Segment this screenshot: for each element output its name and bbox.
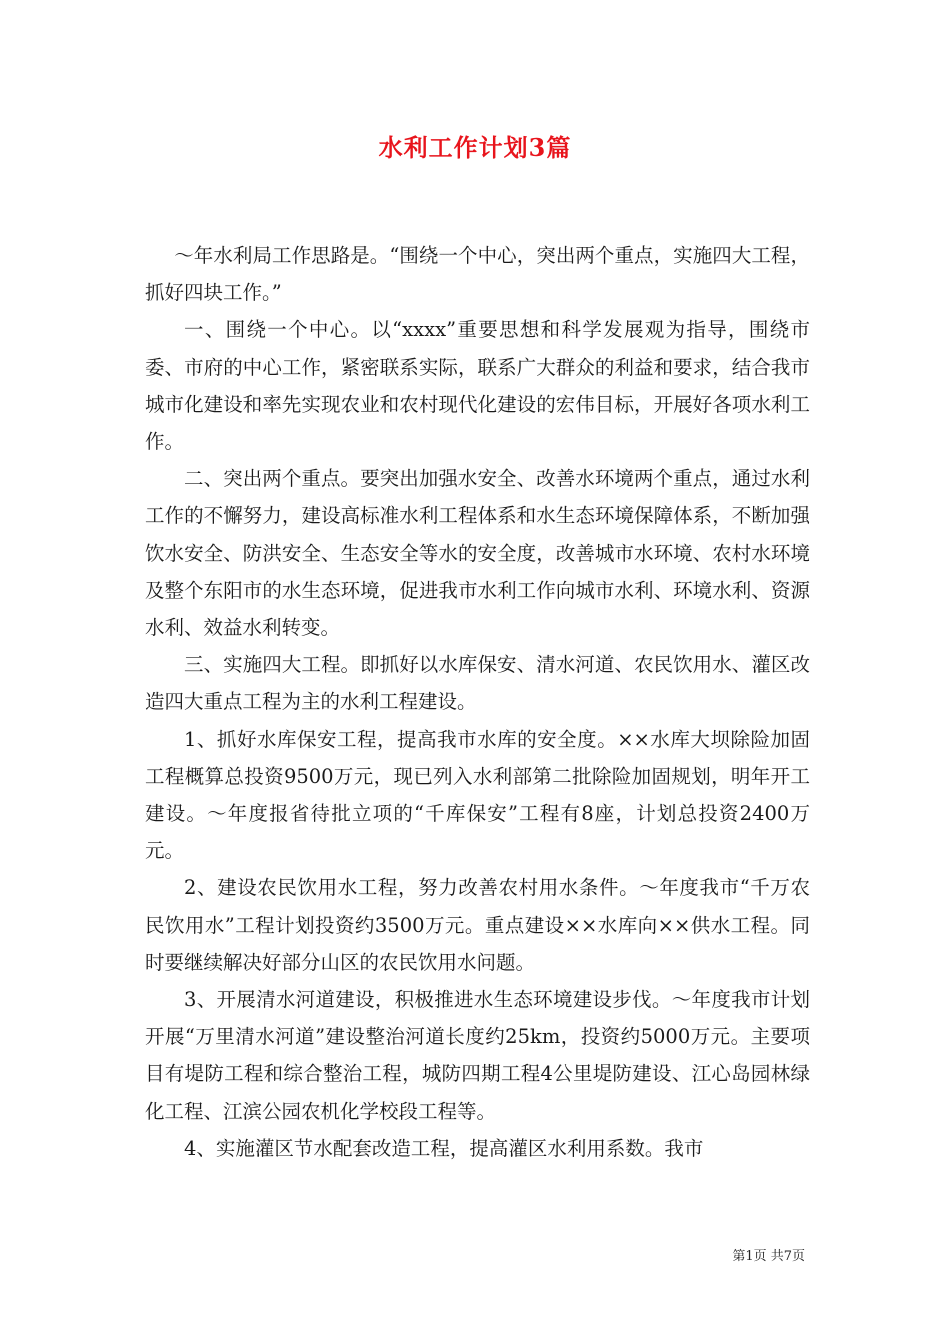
document-body <box>145 237 810 1167</box>
paragraph-item-4: 4、实施灌区节水配套改造工程，提高灌区水利用系数。我市 <box>184 1136 704 1160</box>
document-title: 水利工作计划3篇 <box>378 133 572 162</box>
paragraph-item-2: 2、建设农民饮用水工程，努力改善农村用水条件。～年度我市“千万农民饮用水”工程计划投资约3500万元。重点建设××水库向××供水工程。同时要继续解决好部分山区的农民饮用水问题。 <box>145 876 810 974</box>
paragraph-intro: ～年水利局工作思路是。“围绕一个中心，突出两个重点，实施四大工程，抓好四块工作。” <box>145 244 810 305</box>
paragraph-item-1: 1、抓好水库保安工程，提高我市水库的安全度。××水库大坝除险加固工程概算总投资9500万元，现已列入水利部第二批除险加固规划，明年开工建设。～年度报省待批立项的“千库保安”工程有8座，计划总投资2400万元。 <box>145 727 810 863</box>
paragraph-item-3: 3、开展清水河道建设，积极推进水生态环境建设步伐。～年度我市计划开展“万里清水河道”建设整治河道长度约25km，投资约5000万元。主要项目有堤防工程和综合整治工程，城防四期工程4公里堤防建设、江心岛园林绿化工程、江滨公园农机化学校段工程等。 <box>145 988 810 1123</box>
paragraph-two-focuses: 二、突出两个重点。要突出加强水安全、改善水环境两个重点，通过水利工作的不懈努力，建设高标准水利工程体系和水生态环境保障体系，不断加强饮水安全、防洪安全、生态安全等水的安全度，改善城市水环境、农村水环境及整个东阳市的水生态环境，促进我市水利工作向城市水利、环境水利、资源水利、效益水利转变。 <box>145 467 810 640</box>
paragraph-four-projects: 三、实施四大工程。即抓好以水库保安、清水河道、农民饮用水、灌区改造四大重点工程为主的水利工程建设。 <box>145 653 810 714</box>
page-number: 第1页 共7页 <box>732 1249 805 1264</box>
paragraph-one-center: 一、围绕一个中心。以“xxxx”重要思想和科学发展观为指导，围绕市委、市府的中心工作，紧密联系实际，联系广大群众的利益和要求，结合我市城市化建设和率先实现农业和农村现代化建设的宏伟目标，开展好各项水利工作。 <box>145 318 810 454</box>
